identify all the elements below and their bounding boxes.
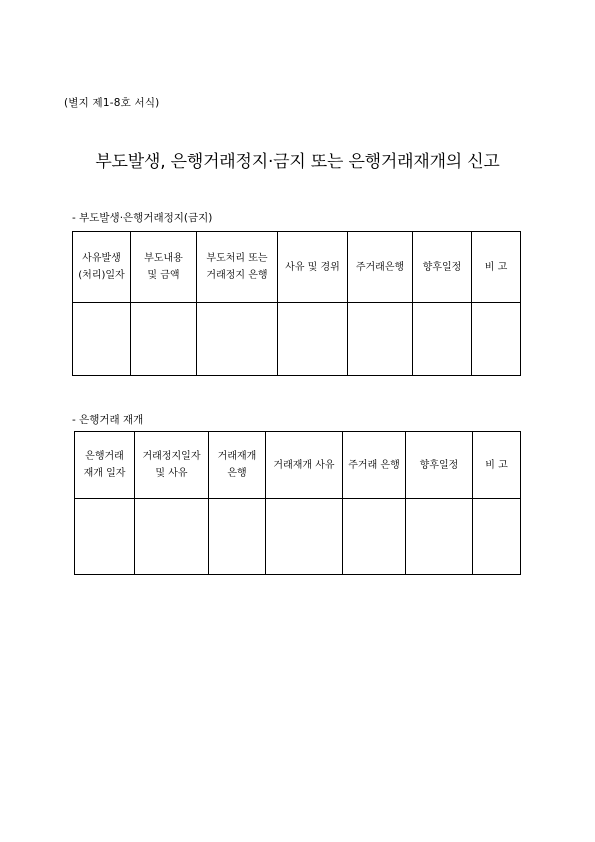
column-header xyxy=(209,432,266,499)
column-header xyxy=(197,232,278,303)
column-header xyxy=(472,232,521,303)
column-header-label: 사유발생 (처리)일자 xyxy=(78,253,125,281)
default-suspension-table xyxy=(72,231,521,376)
table-cell[interactable] xyxy=(473,499,521,575)
table-row xyxy=(73,303,521,376)
table-cell[interactable] xyxy=(348,303,413,376)
resumption-table xyxy=(74,431,521,575)
table-cell[interactable] xyxy=(197,303,278,376)
column-header-label: 부도처리 또는 거래정지 은행 xyxy=(206,253,268,281)
column-header xyxy=(75,432,135,499)
table-cell[interactable] xyxy=(472,303,521,376)
document-title: 부도발생, 은행거래정지·금지 또는 은행거래재개의 신고 xyxy=(95,152,500,172)
column-header xyxy=(135,432,209,499)
column-header-label: 향후일정 xyxy=(419,459,459,471)
table-row xyxy=(75,499,521,575)
section-heading-resumption: - 은행거래 재개 xyxy=(72,414,144,426)
column-header xyxy=(473,432,521,499)
column-header-label: 거래정지일자 및 사유 xyxy=(142,451,201,479)
table-header-row xyxy=(73,232,521,303)
table-cell[interactable] xyxy=(73,303,131,376)
column-header-label: 사유 및 경위 xyxy=(285,261,340,273)
table-cell[interactable] xyxy=(209,499,266,575)
section-heading-default-suspension: - 부도발생·은행거래정지(금지) xyxy=(72,212,213,224)
table-cell[interactable] xyxy=(278,303,348,376)
column-header-label: 은행거래 재개 일자 xyxy=(83,451,126,479)
table-cell[interactable] xyxy=(406,499,473,575)
table-header-row xyxy=(75,432,521,499)
column-header-label: 부도내용 및 금액 xyxy=(144,253,183,281)
column-header xyxy=(343,432,406,499)
column-header-label: 주거래은행 xyxy=(355,261,405,273)
column-header-label: 비 고 xyxy=(484,261,508,273)
column-header xyxy=(406,432,473,499)
column-header xyxy=(348,232,413,303)
column-header xyxy=(266,432,343,499)
column-header-label: 거래재개 은행 xyxy=(217,451,257,479)
column-header-label: 비 고 xyxy=(485,459,508,471)
table-cell[interactable] xyxy=(135,499,209,575)
column-header xyxy=(413,232,472,303)
column-header-label: 거래재개 사유 xyxy=(273,459,335,471)
column-header xyxy=(278,232,348,303)
form-number: (별지 제1-8호 서식) xyxy=(64,97,160,109)
column-header-label: 주거래 은행 xyxy=(348,459,400,471)
table-cell[interactable] xyxy=(266,499,343,575)
table-cell[interactable] xyxy=(131,303,197,376)
column-header xyxy=(131,232,197,303)
table-cell[interactable] xyxy=(343,499,406,575)
column-header xyxy=(73,232,131,303)
table-cell[interactable] xyxy=(413,303,472,376)
column-header-label: 향후일정 xyxy=(422,261,462,273)
table-cell[interactable] xyxy=(75,499,135,575)
